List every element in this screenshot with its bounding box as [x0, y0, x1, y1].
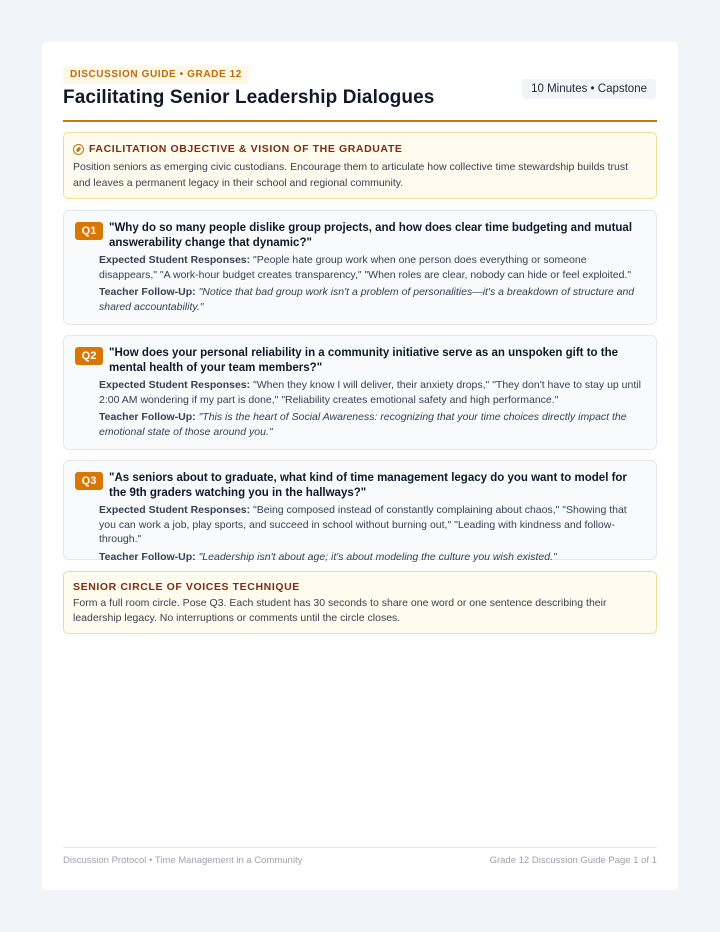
- expected-responses: [99, 253, 642, 282]
- question-details: [99, 253, 642, 314]
- question-text: "As seniors about to graduate, what kind of time management legacy do you want to model for the 9th graders watching you in the hallways?": [109, 472, 627, 499]
- teacher-follow-up: [99, 410, 642, 439]
- follow-up-label: Teacher Follow-Up:: [99, 550, 196, 563]
- objective-heading: FACILITATION OBJECTIVE & VISION OF THE GRADUATE: [89, 143, 403, 155]
- technique-text: Form a full room circle. Pose Q3. Each student has 30 seconds to share one word or one sentence describing their leadership legacy. No interruptions or comments until the circle closes.: [73, 597, 607, 624]
- follow-up-text: "Notice that bad group work isn't a problem of personalities—it's a breakdown of structure and shared accountability.": [99, 286, 635, 313]
- question-card-q3: [63, 460, 657, 563]
- expected-responses-label: Expected Student Responses:: [99, 254, 251, 266]
- document-kicker: DISCUSSION GUIDE • GRADE 12: [63, 66, 249, 84]
- expected-responses-label: Expected Student Responses:: [99, 379, 251, 391]
- follow-up-label: Teacher Follow-Up:: [99, 286, 196, 298]
- question-details: [99, 503, 642, 564]
- expected-responses-text: "People hate group work when one person does everything or someone disappears," "A work-hour budget creates transparency," "When roles are clear, nobody can hide or feel exploited.": [99, 254, 632, 281]
- question-card-q2: [63, 335, 657, 450]
- follow-up-text: "Leadership isn't about age; it's about modeling the culture you wish existed.": [198, 550, 557, 563]
- expected-responses-label: Expected Student Responses:: [99, 504, 251, 516]
- follow-up-label: Teacher Follow-Up:: [99, 411, 196, 423]
- compass-icon: [73, 144, 84, 155]
- footer-left-text: Discussion Protocol • Time Management in a Community: [63, 855, 303, 866]
- question-badge: Q3: [75, 472, 103, 490]
- teacher-follow-up: [99, 550, 642, 565]
- duration-badge: 10 Minutes • Capstone: [522, 79, 656, 99]
- footer-page-number: Grade 12 Discussion Guide Page 1 of 1: [489, 855, 657, 866]
- question-badge: Q2: [75, 347, 103, 365]
- objective-text: Position seniors as emerging civic custodians. Encourage them to articulate how collective time stewardship builds trust and leaves a permanent legacy in their school and regional community.: [73, 161, 629, 189]
- footer-divider: [63, 847, 657, 848]
- expected-responses: [99, 378, 642, 407]
- objective-heading-row: [73, 142, 647, 156]
- technique-heading: SENIOR CIRCLE OF VOICES TECHNIQUE: [73, 581, 300, 593]
- technique-callout: [63, 571, 657, 634]
- document-page: [42, 42, 678, 890]
- expected-responses-text: "Being composed instead of constantly complaining about chaos," "Showing that you can work a job, play sports, and succeed in school without burning out," "Leading with kindness and follow-through.": [99, 504, 627, 545]
- follow-up-text: "This is the heart of Social Awareness: recognizing that your time choices directly impact the emotional state of those around you.": [99, 411, 627, 438]
- question-text: "How does your personal reliability in a community initiative serve as an unspoken gift to the mental health of your team members?": [109, 347, 619, 374]
- question-details: [99, 378, 642, 439]
- expected-responses-text: "When they know I will deliver, their anxiety drops," "They don't have to stay up until 2:00 AM wondering if my part is done," "Reliability creates emotional safety and high performance.": [99, 379, 641, 406]
- page-title: Facilitating Senior Leadership Dialogues: [63, 87, 435, 108]
- objective-callout: [63, 132, 657, 199]
- title-divider: [63, 120, 657, 122]
- question-badge: Q1: [75, 222, 103, 240]
- expected-responses: [99, 503, 642, 547]
- question-text: "Why do so many people dislike group projects, and how does clear time budgeting and mutual answerability change that dynamic?": [109, 222, 633, 249]
- question-card-q1: [63, 210, 657, 325]
- teacher-follow-up: [99, 285, 642, 314]
